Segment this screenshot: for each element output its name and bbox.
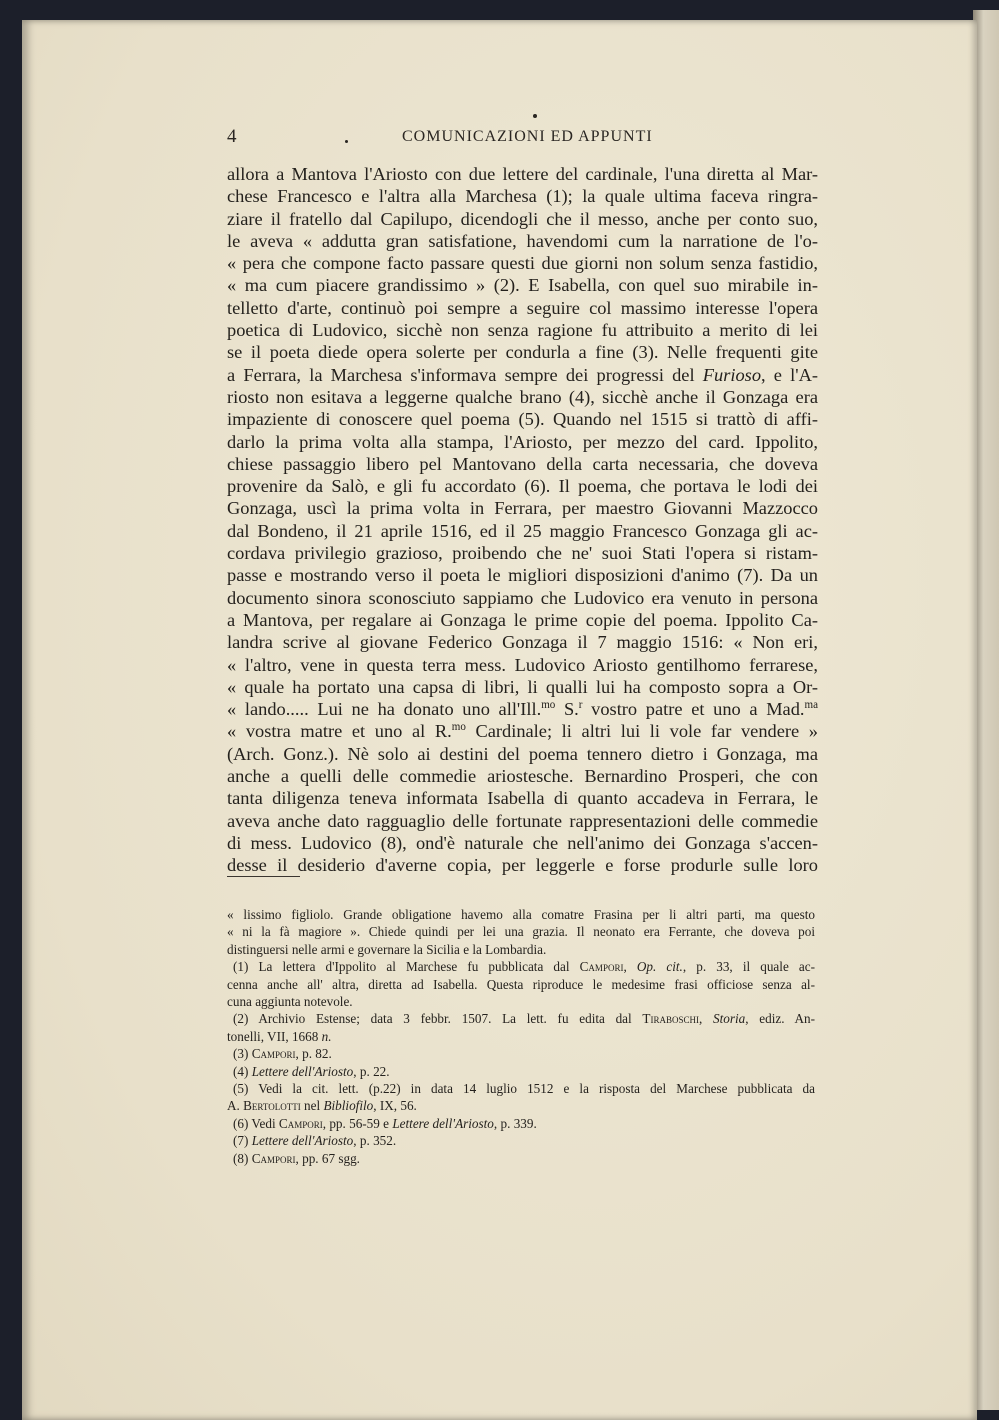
text-run: (4) [233,1063,252,1079]
body-line: di mess. Ludovico (8), ond'è naturale che nell'animo dei Gonzaga s'accen- [227,832,818,853]
text-run: (1) La lettera d'Ippolito al Marchese fu pubblicata dal [233,959,580,975]
body-line: passe e mostrando verso il poeta le migliori disposizioni d'animo (7). Da un [227,565,818,586]
text-run: (7) [233,1133,252,1149]
author-name: Bertolotti [243,1098,301,1114]
superscript: mo [541,699,556,711]
footnote-line [227,1097,815,1114]
ink-speck [345,140,348,143]
text-run: vostro patre et uno a Mad. [582,699,805,720]
italic-text: Lettere dell'Ariosto [251,1063,354,1079]
footnote-line [227,1010,815,1027]
footnote-line [227,993,815,1010]
footnote-continuation [227,906,815,958]
text-run: , [623,959,637,975]
body-line: impaziente di conoscere quel poema (5). Quando nel 1515 si trattò di affi- [227,409,818,430]
body-line [227,364,818,386]
body-line: Gonzaga, uscì la prima volta in Ferrara, per maestro Giovanni Mazzocco [227,498,818,519]
body-line: dal Bondeno, il 21 aprile 1516, ed il 25 maggio Francesco Gonzaga gli ac- [227,520,818,541]
footnote-line [227,976,815,993]
footnote-5 [227,1080,815,1115]
footnote-line [227,1080,815,1097]
text-run: « ni la fà magiore ». Chiede quindi per lei una grazia. Il neonato era Ferrante, che doveva poi [227,924,815,940]
body-line: poetica di Ludovico, sicchè non senza ragione fu attribuito a merito di lei [227,320,818,341]
body-line: riosto non esitava a leggerne qualche brano (4), sicchè anche il Gonzaga era [227,386,818,407]
body-line: « l'altro, vene in questa terra mess. Ludovico Ariosto gentilhomo ferrarese, [227,654,818,675]
superscript: mo [451,721,466,734]
body-line: telletto d'arte, continuò poi sempre a seguire col massimo interesse l'opera [227,297,818,318]
text-run: nel [300,1098,324,1114]
text-run: , p. 339. [493,1115,537,1131]
text-run: , p. 22. [353,1063,390,1079]
body-line: cordava privilegio grazioso, proibendo che ne' suoi Stati l'opera si ristam- [227,543,818,564]
page-number: 4 [227,126,237,147]
text-run: (6) Vedi [233,1115,279,1131]
footnote-line [227,1132,815,1149]
footnote-line [227,923,815,940]
text-run: , e l'A- [761,364,818,385]
body-line: « ma cum piacere grandissimo » (2). E Isabella, con quel suo mirabile in- [227,275,818,296]
text-run: (8) [233,1150,252,1166]
author-name: Campori [579,959,624,975]
superscript: ma [804,699,818,711]
body-line: le aveva « addutta gran satisfatione, havendomi cum la narratione de l'o- [227,230,818,251]
ink-speck [533,114,537,118]
text-run: tonelli, VII, 1668 [227,1028,322,1044]
body-line: allora a Mantova l'Ariosto con due lettere del cardinale, l'una diretta al Mar- [227,164,818,184]
text-run: « vostra matre et uno al R. [227,721,452,742]
text-run: cuna aggiunta notevole. [227,994,353,1010]
footnote-line [227,1063,815,1080]
footnote-6 [227,1115,815,1132]
footnote-8 [227,1150,815,1167]
footnote-7 [227,1132,815,1149]
body-line [227,698,818,720]
body-line: tanta diligenza teneva informata Isabella di quanto accadeva in Ferrara, le [227,788,818,809]
footnote-4 [227,1063,815,1080]
body-line: se il poeta diede opera solerte per condurla a fine (3). Nelle frequenti gite [227,342,818,363]
italic-text: Lettere dell'Ariosto [251,1133,354,1149]
text-run: Cardinale; li altri lui li vole far vendere » [465,721,818,742]
body-line: darlo la prima volta alla stampa, l'Ariosto, per mezzo del card. Ippolito, [227,431,818,452]
author-name: Campori [278,1115,323,1131]
footnote-line [227,941,815,958]
text-run: , [698,1011,713,1027]
text-run: cenna anche all' altra, diretta ad Isabella. Questa riproduce le medesime frasi officiose senza al- [227,976,815,992]
body-line: anche a quelli delle commedie ariostesche. Bernardino Prosperi, che con [227,766,818,787]
text-run: , IX, 56. [373,1098,417,1114]
text-run: a Ferrara, la Marchesa s'informava sempre dei progressi del [227,364,703,385]
footnote-2 [227,1010,815,1045]
text-run: , pp. 56-59 e [322,1115,393,1131]
text-run: « lissimo figliolo. Grande obligatione havemo alla comatre Frasina per li altri parti, ma questo [227,907,815,922]
body-line: a Mantova, per regalare ai Gonzaga le prime copie del poema. Ippolito Ca- [227,609,818,630]
text-run: distinguersi nelle armi e governare la Sicilia e la Lombardia. [227,941,547,957]
body-line: desse il desiderio d'averne copia, per leggerle e forse produrle sulle loro [227,855,818,876]
header-title: COMUNICAZIONI ED APPUNTI [402,128,653,145]
body-line [227,720,818,742]
footnote-3 [227,1045,815,1062]
body-line: aveva anche dato ragguaglio delle fortunate rappresentazioni delle commedie [227,810,818,831]
text-run: (5) Vedi la cit. lett. (p.22) in data 14 luglio 1512 e la risposta del Marchese pubblicata da [233,1081,815,1097]
text-run: (2) Archivio Estense; data 3 febbr. 1507. La lett. fu edita dal [233,1011,643,1027]
body-line: chiese passaggio libero pel Mantovano della carta necessaria, che doveva [227,453,818,474]
italic-text: Lettere dell'Ariosto [392,1115,494,1131]
italic-text: Furioso [702,364,762,385]
text-run: , pp. 67 sgg. [295,1150,360,1166]
footnote-line [227,1028,815,1045]
footnote-line [227,958,815,975]
italic-text: Op. cit. [636,959,683,975]
body-line: (Arch. Gonz.). Nè solo ai destini del poema tennero dietro i Gonzaga, ma [227,743,818,764]
italic-text: Storia [713,1011,746,1027]
body-line: « pera che compone facto passare questi due giorni non solum senza fastidio, [227,253,818,274]
body-line: documento sinora sconosciuto sappiamo che Ludovico era venuto in persona [227,587,818,608]
footnote-line [227,906,815,923]
body-line: landra scrive al giovane Federico Gonzaga il 7 maggio 1516: « Non eri, [227,632,818,653]
footnote-separator [227,876,300,877]
text-run: , p. 352. [353,1133,397,1149]
italic-text: n. [321,1028,332,1044]
footnote-line [227,1045,815,1062]
footnote-1 [227,958,815,1010]
superscript: r [578,699,583,711]
body-line: chese Francesco e l'altra alla Marchesa (1); la quale ultima faceva ringra- [227,186,818,207]
text-run: « lando..... Lui ne ha donato uno all'Ill. [227,699,542,720]
text-run: , p. 82. [295,1046,332,1062]
body-line: provenire da Salò, e gli fu accordato (6). Il poema, che portava le lodi dei [227,476,818,497]
author-name: Campori [251,1150,296,1166]
italic-text: Bibliofilo [323,1098,374,1114]
text-run: (3) [233,1046,252,1062]
running-header [227,126,818,150]
text-run: , ediz. An- [745,1011,816,1027]
footnote-line [227,1115,815,1132]
body-line: « quale ha portato una capsa di libri, li qualli lui ha composto sopra a Or- [227,676,818,697]
footnote-line [227,1150,815,1167]
text-run: , p. 33, il quale ac- [682,959,816,975]
footnotes [227,906,815,1167]
author-name: Campori [251,1046,296,1062]
body-line: ziare il fratello dal Capilupo, dicendogli che il messo, anche per conto suo, [227,208,818,229]
text-run: A. [227,1098,244,1114]
text-run: S. [555,699,579,720]
author-name: Tiraboschi [642,1011,699,1027]
body-text [227,163,818,877]
